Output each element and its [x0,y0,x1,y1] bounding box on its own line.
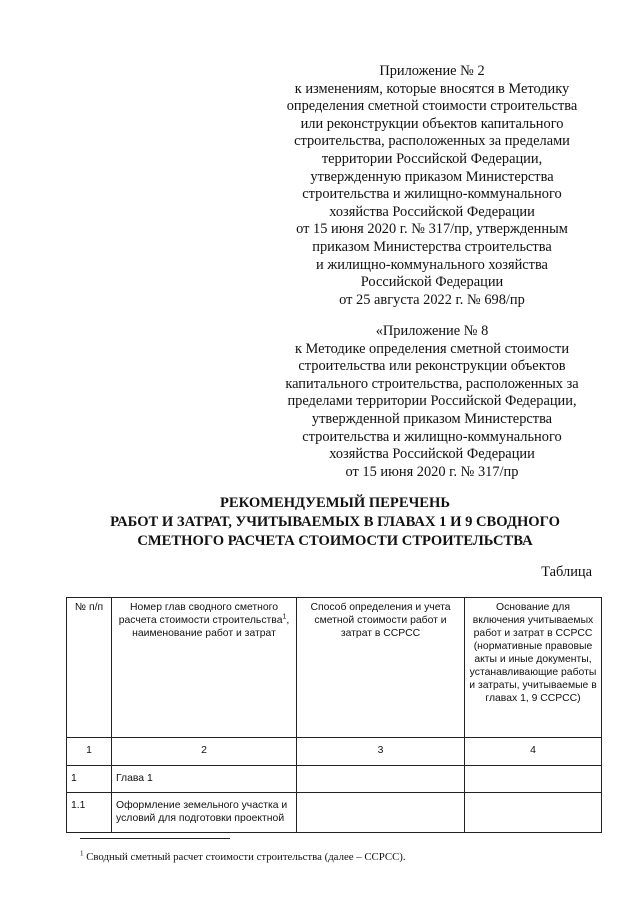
header-chapter-name [112,598,297,738]
appendix-2-line: приказом Министерства строительства [312,238,552,255]
table-row [67,766,602,793]
row-name: Оформление земельного участка и условий для подготовки проектной [112,793,297,833]
row-method [297,766,465,793]
footnote-mark: 1 [80,849,84,858]
appendix-8-line: хозяйства Российской Федерации [329,446,535,463]
appendix-2-header [262,63,602,309]
table-numbering-row [67,738,602,766]
appendix-8-line: строительства или реконструкции объектов [298,358,566,375]
appendix-2-line: от 15 июня 2020 г. № 317/пр, утвержденным [296,221,568,238]
document-title-line: СМЕТНОГО РАСЧЕТА СТОИМОСТИ СТРОИТЕЛЬСТВА [137,533,533,549]
appendix-2-line: строительства и жилищно-коммунального [302,186,562,203]
footnote-ref: 1 [282,613,287,621]
table-row [67,793,602,833]
footnote [80,851,406,863]
appendix-2-line: хозяйства Российской Федерации [329,203,535,220]
appendix-8-line: капитального строительства, расположенных за [285,375,579,392]
appendix-2-line: Российской Федерации [360,274,504,291]
row-basis [465,793,602,833]
appendix-2-line: и жилищно-коммунального хозяйства [316,256,548,273]
appendix-8-line: от 15 июня 2020 г. № 317/пр [345,463,519,480]
appendix-8-line: строительства и жилищно-коммунального [302,428,562,445]
works-table [66,597,602,833]
header-number: № п/п [67,598,112,738]
appendix-2-line: утвержденную приказом Министерства [310,168,554,185]
appendix-8-line: утвержденной приказом Министерства [311,410,553,427]
row-number: 1.1 [67,793,112,833]
footnote-divider [80,838,230,839]
document-title-line: РЕКОМЕНДУЕМЫЙ ПЕРЕЧЕНЬ [219,495,451,511]
appendix-2-line: к изменениям, которые вносятся в Методику [294,80,570,97]
document-title-line: РАБОТ И ЗАТРАТ, УЧИТЫВАЕМЫХ В ГЛАВАХ 1 И 9 СВОДНОГО [110,514,560,530]
row-number: 1 [67,766,112,793]
table-label: Таблица [541,564,592,580]
header-basis: Основание для включения учитываемых работ и затрат в ССРСС (нормативные правовые акты и иные документы, устанавливающие работы и затраты, учитываемые в главах 1, 9 ССРСС) [465,598,602,738]
header-chapter-name-rest: , наименование работ и затрат [132,615,290,639]
appendix-2-line: определения сметной стоимости строительства [286,98,578,115]
footnote-text: Сводный сметный расчет стоимости строительства (далее – ССРСС). [83,851,406,863]
appendix-8-header [262,323,602,481]
column-number: 2 [112,738,297,766]
header-chapter-name-text: Номер глав сводного сметного расчета стоимости строительства [118,602,283,626]
table-header-row [67,598,602,738]
row-name: Глава 1 [112,766,297,793]
appendix-2-line: или реконструкции объектов капитального [300,115,564,132]
appendix-8-line: «Приложение № 8 [375,323,489,339]
document-title [50,494,620,551]
appendix-2-line: Приложение № 2 [379,63,485,79]
row-method [297,793,465,833]
row-basis [465,766,602,793]
appendix-8-line: к Методике определения сметной стоимости [294,340,570,357]
appendix-2-line: от 25 августа 2022 г. № 698/пр [339,291,525,308]
column-number: 4 [465,738,602,766]
column-number: 1 [67,738,112,766]
appendix-2-line: территории Российской Федерации, [321,150,543,167]
appendix-2-line: строительства, расположенных за пределами [294,133,570,150]
column-number: 3 [297,738,465,766]
appendix-8-line: пределами территории Российской Федерации, [287,393,577,410]
header-method: Способ определения и учета сметной стоимости работ и затрат в ССРСС [297,598,465,738]
